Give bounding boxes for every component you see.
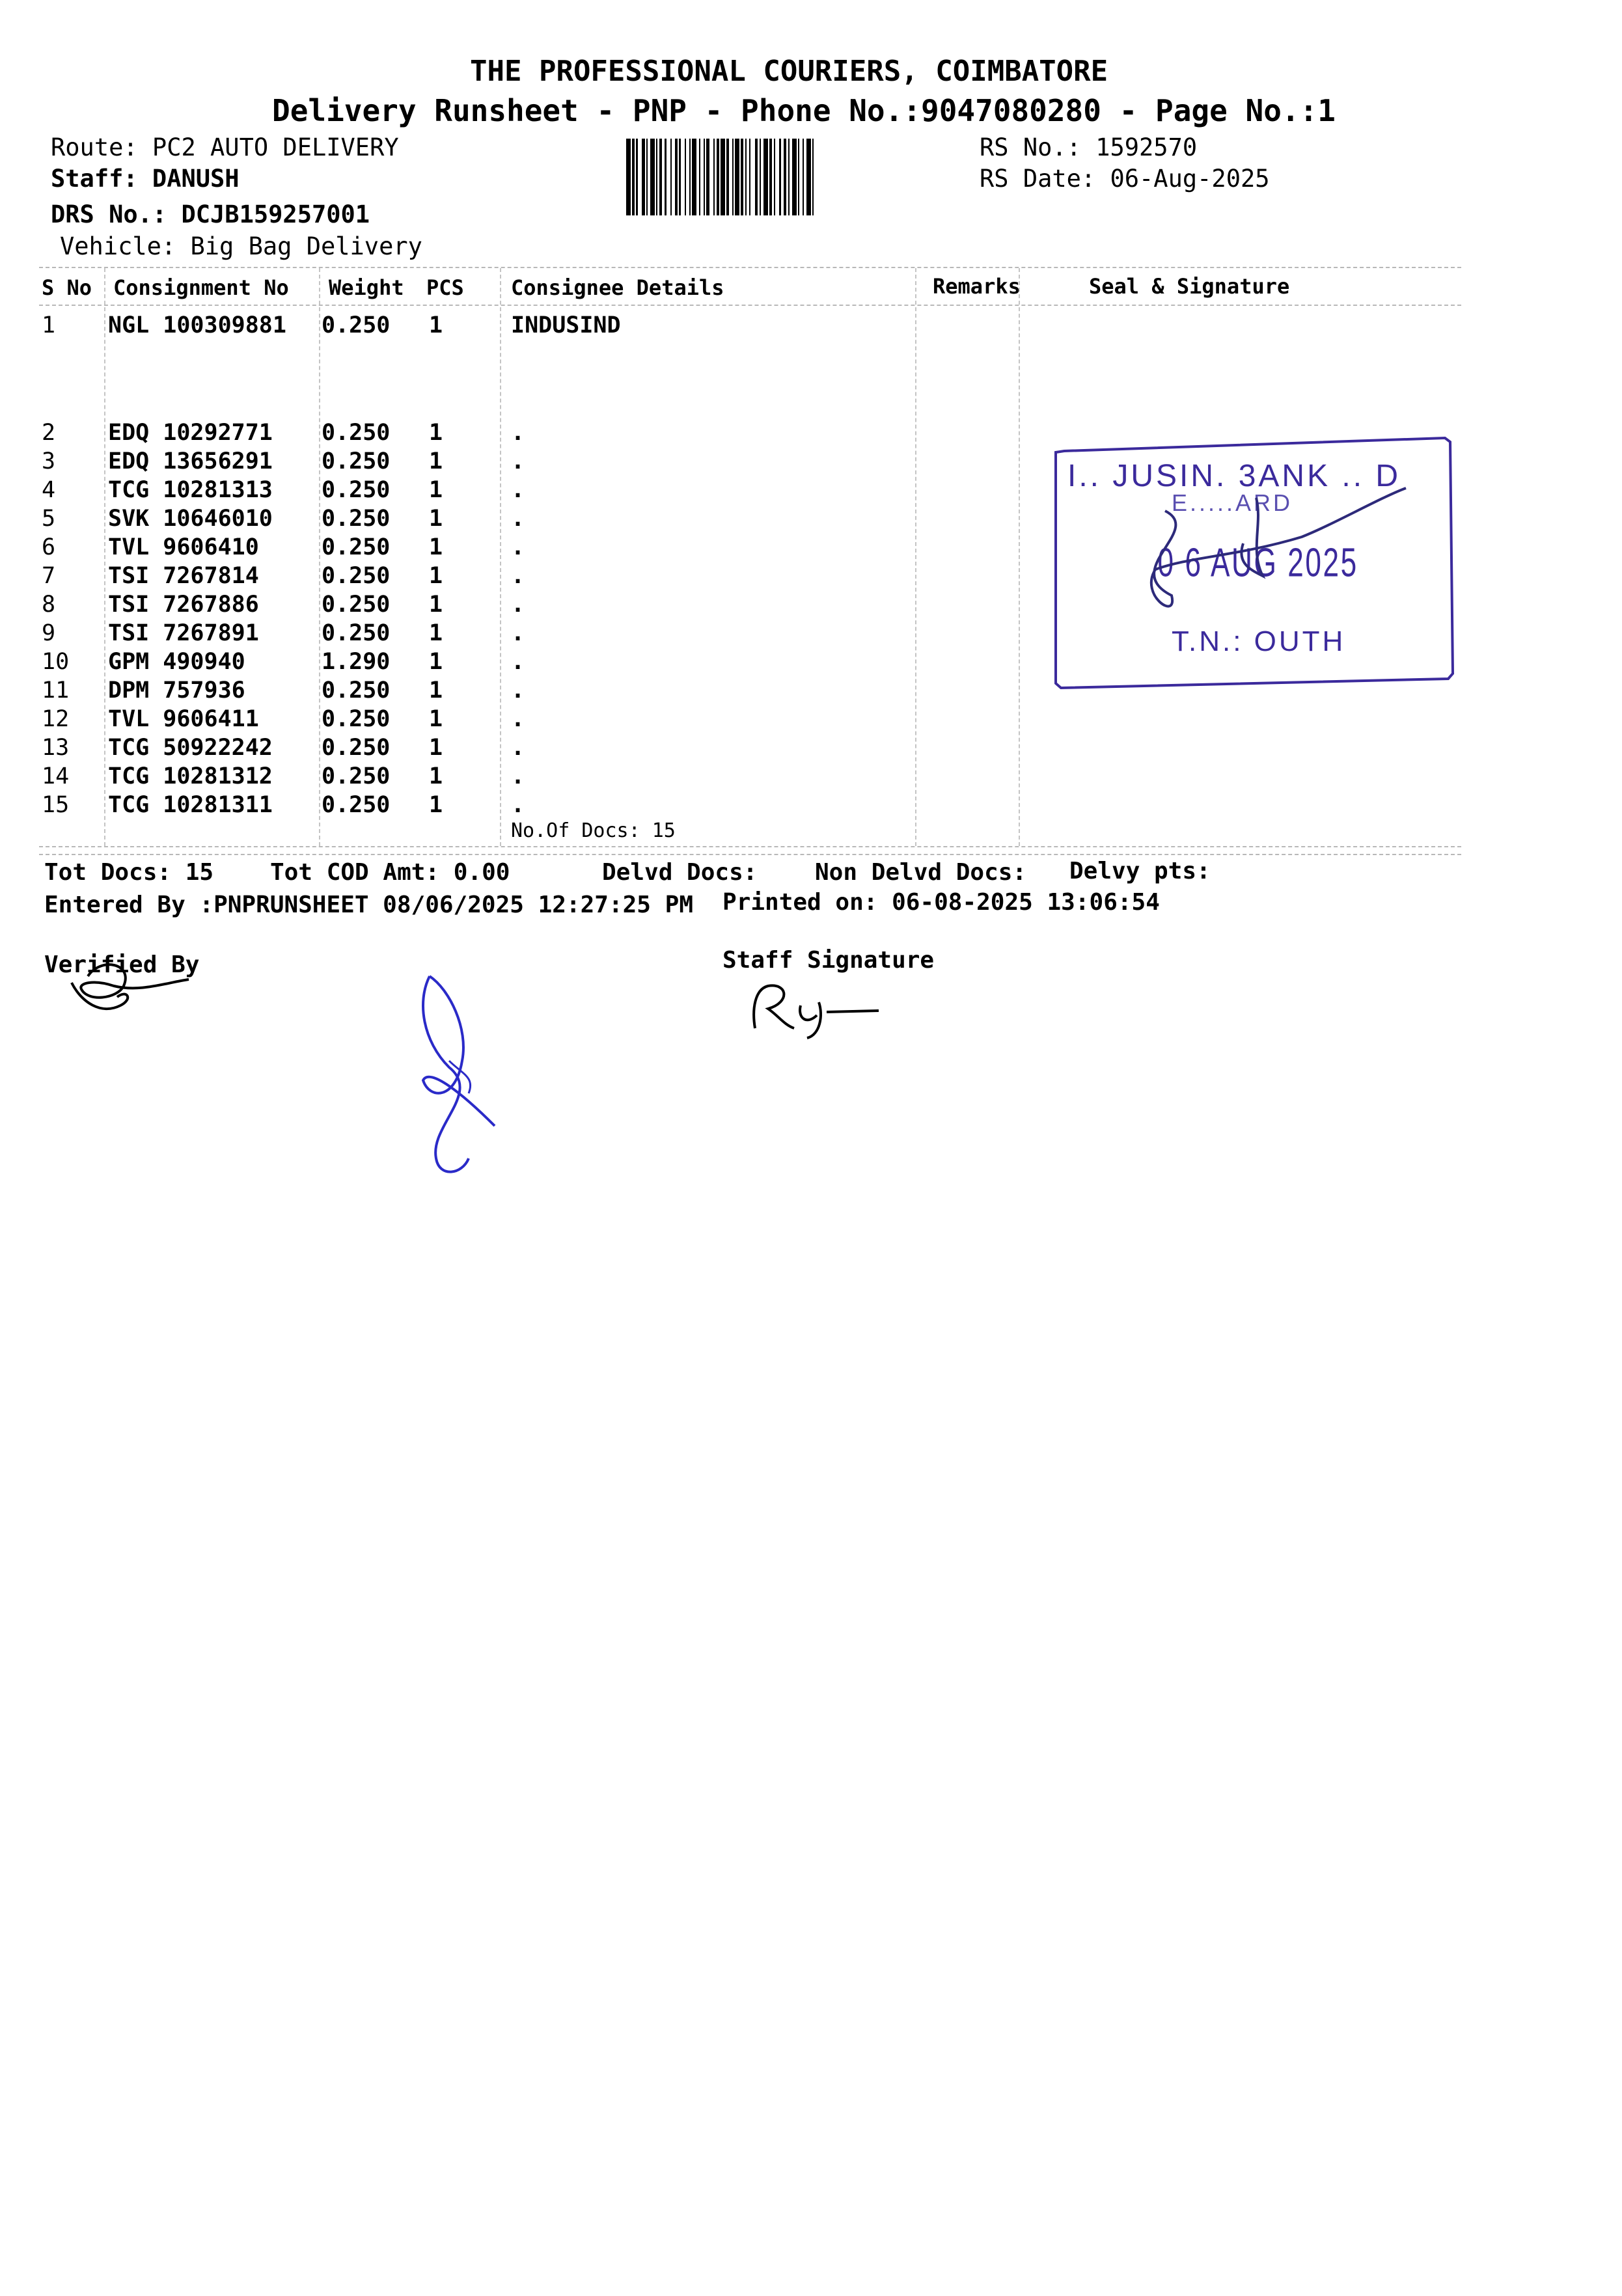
consignee-cell: . xyxy=(511,477,525,503)
pcs-cell: 1 xyxy=(429,677,443,704)
header-remarks: Remarks xyxy=(933,274,1021,299)
consignee-cell: . xyxy=(511,792,525,818)
consignment-cell: TCG 10281312 xyxy=(108,763,273,789)
consignee-cell: . xyxy=(511,620,525,646)
staff-info: Staff: DANUSH xyxy=(51,165,240,193)
staff-signature-label: Staff Signature xyxy=(722,947,935,974)
consignee-cell: . xyxy=(511,735,525,761)
verifier-signature xyxy=(62,937,199,1022)
barcode-bar xyxy=(769,139,772,215)
weight-cell: 0.250 xyxy=(322,312,391,338)
consignment-cell: TCG 10281313 xyxy=(108,477,273,503)
barcode-bar xyxy=(659,139,662,215)
barcode-bar xyxy=(689,139,691,215)
table-bottom-rule xyxy=(39,846,1461,847)
consignee-cell: INDUSIND xyxy=(511,312,621,338)
sno-cell: 5 xyxy=(42,506,56,532)
consignee-cell: . xyxy=(511,420,525,446)
vehicle-info: Vehicle: Big Bag Delivery xyxy=(60,232,422,260)
svg-text:0 6 AUG 2025: 0 6 AUG 2025 xyxy=(1157,540,1358,586)
sno-cell: 8 xyxy=(42,592,56,618)
entered-by: Entered By :PNPRUNSHEET 08/06/2025 12:27:25 PM xyxy=(44,892,693,918)
barcode-bar xyxy=(803,139,804,215)
svg-text:I.. JUSIN. 3ANK .. D: I.. JUSIN. 3ANK .. D xyxy=(1067,459,1401,493)
runsheet-subtitle: Delivery Runsheet - PNP - Phone No.:9047080280 - Page No.:1 xyxy=(272,93,1336,128)
sno-cell: 15 xyxy=(42,792,70,818)
consignment-cell: TVL 9606411 xyxy=(108,706,259,732)
weight-cell: 0.250 xyxy=(322,763,391,789)
pcs-cell: 1 xyxy=(429,620,443,646)
barcode-bar xyxy=(656,139,657,215)
sno-cell: 6 xyxy=(42,534,56,560)
consignee-cell: . xyxy=(511,534,525,560)
pcs-cell: 1 xyxy=(429,312,443,338)
table-header-rule xyxy=(39,305,1461,306)
consignment-cell: EDQ 13656291 xyxy=(108,448,273,474)
weight-cell: 1.290 xyxy=(322,649,391,675)
weight-cell: 0.250 xyxy=(322,477,391,503)
staff-signature xyxy=(742,976,885,1041)
barcode-bar xyxy=(717,139,719,215)
col-divider-consignment xyxy=(319,268,320,846)
rs-number: RS No.: 1592570 xyxy=(980,133,1198,161)
svg-text:T.N.: OUTH: T.N.: OUTH xyxy=(1172,625,1346,657)
barcode-bar xyxy=(665,139,666,215)
delivery-points: Delvy pts: xyxy=(1069,858,1211,884)
pcs-cell: 1 xyxy=(429,477,443,503)
barcode-bar xyxy=(675,139,678,215)
barcode-bar xyxy=(784,139,786,215)
weight-cell: 0.250 xyxy=(322,706,391,732)
consignment-cell: SVK 10646010 xyxy=(108,506,273,532)
printed-on: Printed on: 06-08-2025 13:06:54 xyxy=(722,889,1160,916)
weight-cell: 0.250 xyxy=(322,420,391,446)
consignment-cell: TSI 7267814 xyxy=(108,563,259,589)
totals-rule xyxy=(39,854,1461,855)
barcode-bar xyxy=(779,139,780,215)
header-consignee: Consignee Details xyxy=(511,275,724,300)
pcs-cell: 1 xyxy=(429,706,443,732)
route-info: Route: PC2 AUTO DELIVERY xyxy=(51,133,399,161)
pcs-cell: 1 xyxy=(429,563,443,589)
barcode-bar xyxy=(792,139,797,215)
verified-by-label: Verified By xyxy=(44,951,200,978)
weight-cell: 0.250 xyxy=(322,677,391,704)
pcs-cell: 1 xyxy=(429,506,443,532)
total-docs: Tot Docs: 15 xyxy=(44,859,214,886)
consignment-cell: DPM 757936 xyxy=(108,677,245,704)
table-top-rule xyxy=(39,267,1461,268)
pcs-cell: 1 xyxy=(429,534,443,560)
sno-cell: 7 xyxy=(42,563,56,589)
header-pcs: PCS xyxy=(426,275,464,300)
consignment-cell: NGL 100309881 xyxy=(108,312,286,338)
sno-cell: 12 xyxy=(42,706,70,732)
consignment-cell: EDQ 10292771 xyxy=(108,420,273,446)
consignment-cell: TCG 10281311 xyxy=(108,792,273,818)
barcode-bar xyxy=(741,139,743,215)
pcs-cell: 1 xyxy=(429,735,443,761)
company-title: THE PROFESSIONAL COURIERS, COIMBATORE xyxy=(470,55,1108,88)
consignee-cell: . xyxy=(511,506,525,532)
consignee-cell: . xyxy=(511,563,525,589)
barcode-bar xyxy=(806,139,811,215)
consignment-cell: TVL 9606410 xyxy=(108,534,259,560)
barcode-bar xyxy=(704,139,705,215)
barcode-bar xyxy=(749,139,750,215)
barcode-bar xyxy=(650,139,655,215)
header-weight: Weight xyxy=(329,275,404,300)
weight-cell: 0.250 xyxy=(322,563,391,589)
sno-cell: 2 xyxy=(42,420,56,446)
consignee-cell: . xyxy=(511,649,525,675)
barcode-bar xyxy=(679,139,680,215)
pcs-cell: 1 xyxy=(429,792,443,818)
svg-text:E.....ARD: E.....ARD xyxy=(1172,489,1293,516)
header-seal: Seal & Signature xyxy=(1089,274,1290,299)
header-consignment: Consignment No xyxy=(113,275,289,300)
weight-cell: 0.250 xyxy=(322,448,391,474)
sno-cell: 9 xyxy=(42,620,56,646)
barcode-bar xyxy=(812,139,814,215)
consignment-cell: TCG 50922242 xyxy=(108,735,273,761)
barcode xyxy=(626,139,952,215)
sno-cell: 14 xyxy=(42,763,70,789)
barcode-bar xyxy=(755,139,758,215)
weight-cell: 0.250 xyxy=(322,592,391,618)
weight-cell: 0.250 xyxy=(322,735,391,761)
sno-cell: 10 xyxy=(42,649,70,675)
barcode-bar xyxy=(706,139,709,215)
barcode-bar xyxy=(763,139,768,215)
sno-cell: 11 xyxy=(42,677,70,704)
barcode-bar xyxy=(685,139,686,215)
no-of-docs: No.Of Docs: 15 xyxy=(511,819,676,842)
weight-cell: 0.250 xyxy=(322,506,391,532)
consignment-cell: GPM 490940 xyxy=(108,649,245,675)
pcs-cell: 1 xyxy=(429,592,443,618)
rs-date: RS Date: 06-Aug-2025 xyxy=(980,165,1270,193)
weight-cell: 0.250 xyxy=(322,792,391,818)
pcs-cell: 1 xyxy=(429,448,443,474)
barcode-bar xyxy=(636,139,637,215)
consignee-cell: . xyxy=(511,706,525,732)
header-sno: S No xyxy=(42,275,92,300)
sno-cell: 3 xyxy=(42,448,56,474)
barcode-bar xyxy=(642,139,644,215)
barcode-bar xyxy=(713,139,715,215)
non-delivered-docs: Non Delvd Docs: xyxy=(815,859,1027,886)
sno-cell: 13 xyxy=(42,735,70,761)
consignee-cell: . xyxy=(511,592,525,618)
barcode-bar xyxy=(721,139,725,215)
consignment-cell: TSI 7267886 xyxy=(108,592,259,618)
barcode-bar xyxy=(646,139,648,215)
barcode-bar xyxy=(735,139,739,215)
weight-cell: 0.250 xyxy=(322,534,391,560)
pcs-cell: 1 xyxy=(429,763,443,789)
barcode-bar xyxy=(699,139,700,215)
sno-cell: 4 xyxy=(42,477,56,503)
barcode-bar xyxy=(726,139,729,215)
consignment-cell: TSI 7267891 xyxy=(108,620,259,646)
weight-cell: 0.250 xyxy=(322,620,391,646)
barcode-bar xyxy=(626,139,631,215)
barcode-bar xyxy=(760,139,761,215)
barcode-bar xyxy=(798,139,799,215)
barcode-bar xyxy=(670,139,672,215)
consignee-cell: . xyxy=(511,763,525,789)
barcode-bar xyxy=(732,139,734,215)
barcode-bar xyxy=(745,139,747,215)
col-divider-remarks xyxy=(915,268,916,846)
col-divider-sno xyxy=(104,268,105,846)
col-divider-seal xyxy=(1019,268,1020,846)
barcode-bar xyxy=(788,139,790,215)
delivered-docs: Delvd Docs: xyxy=(602,859,758,886)
sno-cell: 1 xyxy=(42,312,56,338)
pcs-cell: 1 xyxy=(429,649,443,675)
bank-stamp xyxy=(1041,426,1464,700)
barcode-bar xyxy=(632,139,635,215)
consignee-cell: . xyxy=(511,677,525,704)
barcode-bar xyxy=(774,139,775,215)
total-cod-amount: Tot COD Amt: 0.00 xyxy=(270,859,510,886)
col-divider-consignee xyxy=(500,268,501,846)
scribble-signature xyxy=(391,963,534,1184)
consignee-cell: . xyxy=(511,448,525,474)
barcode-bar xyxy=(692,139,696,215)
pcs-cell: 1 xyxy=(429,420,443,446)
drs-number: DRS No.: DCJB159257001 xyxy=(51,200,370,228)
